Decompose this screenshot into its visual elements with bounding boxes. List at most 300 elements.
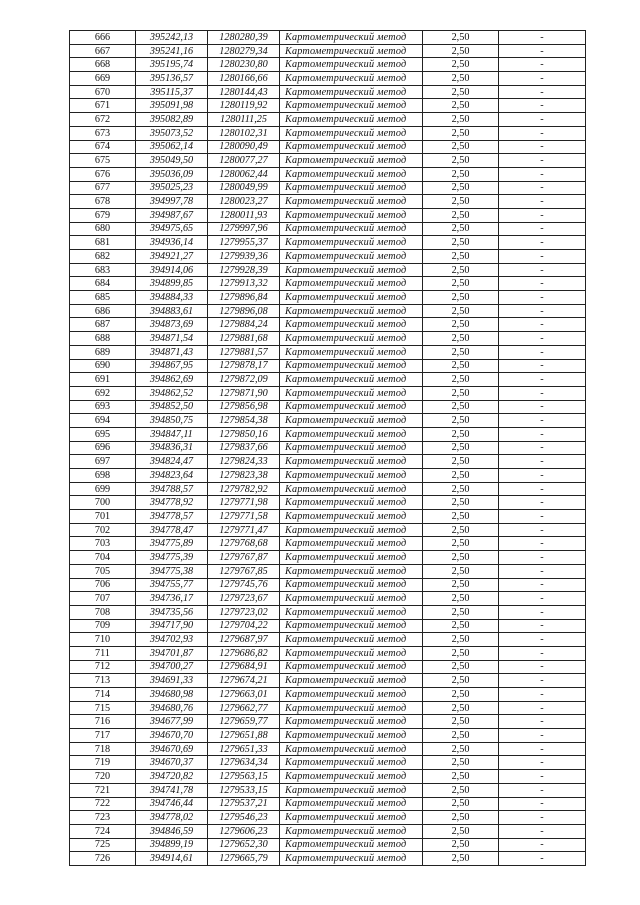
coordinate-x: 394741,78	[136, 783, 208, 797]
table-row	[70, 181, 586, 195]
table-row	[70, 359, 586, 373]
point-number: 696	[70, 441, 136, 455]
table-row	[70, 99, 586, 113]
accuracy-cell: 2,50	[423, 414, 499, 428]
accuracy-cell: 2,50	[423, 729, 499, 743]
note-cell: -	[499, 263, 586, 277]
note-cell: -	[499, 345, 586, 359]
point-number: 723	[70, 811, 136, 825]
method-cell: Картометрический метод	[280, 660, 423, 674]
coordinate-y: 1279651,88	[208, 729, 280, 743]
table-row	[70, 386, 586, 400]
table-row	[70, 441, 586, 455]
table-row	[70, 195, 586, 209]
coordinate-y: 1279881,57	[208, 345, 280, 359]
note-cell: -	[499, 715, 586, 729]
accuracy-cell: 2,50	[423, 250, 499, 264]
coordinate-y: 1279723,67	[208, 592, 280, 606]
note-cell: -	[499, 619, 586, 633]
coordinates-table	[69, 30, 586, 866]
coordinate-x: 394680,98	[136, 688, 208, 702]
method-cell: Картометрический метод	[280, 564, 423, 578]
accuracy-cell: 2,50	[423, 537, 499, 551]
table-row	[70, 715, 586, 729]
method-cell: Картометрический метод	[280, 688, 423, 702]
table-row	[70, 605, 586, 619]
note-cell: -	[499, 537, 586, 551]
method-cell: Картометрический метод	[280, 852, 423, 866]
note-cell: -	[499, 236, 586, 250]
coordinate-y: 1279997,96	[208, 222, 280, 236]
accuracy-cell: 2,50	[423, 564, 499, 578]
coordinate-y: 1279663,01	[208, 688, 280, 702]
method-cell: Картометрический метод	[280, 181, 423, 195]
point-number: 716	[70, 715, 136, 729]
accuracy-cell: 2,50	[423, 167, 499, 181]
accuracy-cell: 2,50	[423, 441, 499, 455]
note-cell: -	[499, 85, 586, 99]
note-cell: -	[499, 646, 586, 660]
table-row	[70, 482, 586, 496]
coordinate-x: 395091,98	[136, 99, 208, 113]
coordinate-y: 1279687,97	[208, 633, 280, 647]
coordinate-y: 1280090,49	[208, 140, 280, 154]
method-cell: Картометрический метод	[280, 99, 423, 113]
point-number: 666	[70, 31, 136, 45]
method-cell: Картометрический метод	[280, 729, 423, 743]
coordinate-x: 394717,90	[136, 619, 208, 633]
accuracy-cell: 2,50	[423, 756, 499, 770]
point-number: 680	[70, 222, 136, 236]
point-number: 679	[70, 208, 136, 222]
method-cell: Картометрический метод	[280, 510, 423, 524]
method-cell: Картометрический метод	[280, 373, 423, 387]
accuracy-cell: 2,50	[423, 373, 499, 387]
coordinate-x: 394788,57	[136, 482, 208, 496]
note-cell: -	[499, 729, 586, 743]
coordinate-y: 1279768,68	[208, 537, 280, 551]
table-row	[70, 455, 586, 469]
note-cell: -	[499, 523, 586, 537]
coordinate-y: 1279606,23	[208, 824, 280, 838]
point-number: 678	[70, 195, 136, 209]
coordinate-y: 1279856,98	[208, 400, 280, 414]
method-cell: Картометрический метод	[280, 701, 423, 715]
note-cell: -	[499, 304, 586, 318]
coordinate-x: 394778,02	[136, 811, 208, 825]
method-cell: Картометрический метод	[280, 400, 423, 414]
coordinate-y: 1280023,27	[208, 195, 280, 209]
point-number: 722	[70, 797, 136, 811]
accuracy-cell: 2,50	[423, 605, 499, 619]
note-cell: -	[499, 605, 586, 619]
method-cell: Картометрический метод	[280, 304, 423, 318]
point-number: 715	[70, 701, 136, 715]
table-row	[70, 414, 586, 428]
coordinate-y: 1279771,47	[208, 523, 280, 537]
point-number: 668	[70, 58, 136, 72]
accuracy-cell: 2,50	[423, 633, 499, 647]
coordinate-y: 1279850,16	[208, 427, 280, 441]
point-number: 685	[70, 291, 136, 305]
note-cell: -	[499, 783, 586, 797]
note-cell: -	[499, 208, 586, 222]
coordinate-x: 394871,54	[136, 332, 208, 346]
coordinate-y: 1280062,44	[208, 167, 280, 181]
coordinate-x: 395242,13	[136, 31, 208, 45]
coordinate-y: 1280166,66	[208, 72, 280, 86]
table-row	[70, 770, 586, 784]
note-cell: -	[499, 359, 586, 373]
coordinate-y: 1279537,21	[208, 797, 280, 811]
accuracy-cell: 2,50	[423, 783, 499, 797]
coordinate-y: 1279665,79	[208, 852, 280, 866]
point-number: 725	[70, 838, 136, 852]
note-cell: -	[499, 154, 586, 168]
coordinate-y: 1280077,27	[208, 154, 280, 168]
table-row	[70, 427, 586, 441]
table-row	[70, 263, 586, 277]
coordinate-x: 394736,17	[136, 592, 208, 606]
accuracy-cell: 2,50	[423, 85, 499, 99]
note-cell: -	[499, 469, 586, 483]
point-number: 683	[70, 263, 136, 277]
coordinate-y: 1279767,85	[208, 564, 280, 578]
coordinate-y: 1280119,92	[208, 99, 280, 113]
coordinate-x: 394677,99	[136, 715, 208, 729]
coordinate-y: 1279659,77	[208, 715, 280, 729]
method-cell: Картометрический метод	[280, 44, 423, 58]
coordinate-x: 394997,78	[136, 195, 208, 209]
method-cell: Картометрический метод	[280, 263, 423, 277]
note-cell: -	[499, 318, 586, 332]
table-row	[70, 729, 586, 743]
accuracy-cell: 2,50	[423, 236, 499, 250]
coordinate-y: 1279939,36	[208, 250, 280, 264]
table-row	[70, 646, 586, 660]
note-cell: -	[499, 126, 586, 140]
accuracy-cell: 2,50	[423, 838, 499, 852]
accuracy-cell: 2,50	[423, 140, 499, 154]
point-number: 692	[70, 386, 136, 400]
method-cell: Картометрический метод	[280, 441, 423, 455]
method-cell: Картометрический метод	[280, 633, 423, 647]
method-cell: Картометрический метод	[280, 592, 423, 606]
table-row	[70, 113, 586, 127]
coordinate-x: 394871,43	[136, 345, 208, 359]
note-cell: -	[499, 167, 586, 181]
point-number: 676	[70, 167, 136, 181]
method-cell: Картометрический метод	[280, 646, 423, 660]
accuracy-cell: 2,50	[423, 701, 499, 715]
table-row	[70, 578, 586, 592]
table-row	[70, 496, 586, 510]
accuracy-cell: 2,50	[423, 113, 499, 127]
coordinate-x: 394735,56	[136, 605, 208, 619]
accuracy-cell: 2,50	[423, 208, 499, 222]
coordinate-x: 394914,06	[136, 263, 208, 277]
method-cell: Картометрический метод	[280, 551, 423, 565]
note-cell: -	[499, 592, 586, 606]
coordinate-y: 1279704,22	[208, 619, 280, 633]
method-cell: Картометрический метод	[280, 85, 423, 99]
table-row	[70, 373, 586, 387]
coordinate-x: 394850,75	[136, 414, 208, 428]
note-cell: -	[499, 72, 586, 86]
point-number: 726	[70, 852, 136, 866]
coordinate-x: 394824,47	[136, 455, 208, 469]
coordinate-x: 395062,14	[136, 140, 208, 154]
table-row	[70, 592, 586, 606]
accuracy-cell: 2,50	[423, 304, 499, 318]
table-row	[70, 72, 586, 86]
accuracy-cell: 2,50	[423, 427, 499, 441]
note-cell: -	[499, 332, 586, 346]
note-cell: -	[499, 113, 586, 127]
coordinate-x: 394775,39	[136, 551, 208, 565]
method-cell: Картометрический метод	[280, 291, 423, 305]
coordinate-y: 1279634,34	[208, 756, 280, 770]
method-cell: Картометрический метод	[280, 742, 423, 756]
coordinate-x: 395049,50	[136, 154, 208, 168]
method-cell: Картометрический метод	[280, 783, 423, 797]
point-number: 688	[70, 332, 136, 346]
method-cell: Картометрический метод	[280, 72, 423, 86]
coordinate-y: 1279872,09	[208, 373, 280, 387]
coordinate-x: 394775,38	[136, 564, 208, 578]
table-row	[70, 58, 586, 72]
coordinate-x: 394987,67	[136, 208, 208, 222]
coordinate-x: 394884,33	[136, 291, 208, 305]
accuracy-cell: 2,50	[423, 291, 499, 305]
table-row	[70, 85, 586, 99]
accuracy-cell: 2,50	[423, 181, 499, 195]
accuracy-cell: 2,50	[423, 400, 499, 414]
accuracy-cell: 2,50	[423, 386, 499, 400]
coordinate-y: 1280230,80	[208, 58, 280, 72]
coordinate-x: 394701,87	[136, 646, 208, 660]
table-row	[70, 304, 586, 318]
coordinate-x: 395082,89	[136, 113, 208, 127]
coordinate-y: 1279837,66	[208, 441, 280, 455]
coordinate-x: 395195,74	[136, 58, 208, 72]
accuracy-cell: 2,50	[423, 44, 499, 58]
accuracy-cell: 2,50	[423, 674, 499, 688]
method-cell: Картометрический метод	[280, 537, 423, 551]
table-row	[70, 619, 586, 633]
method-cell: Картометрический метод	[280, 770, 423, 784]
coordinate-x: 394670,69	[136, 742, 208, 756]
table-row	[70, 852, 586, 866]
table-row	[70, 633, 586, 647]
coordinate-x: 394867,95	[136, 359, 208, 373]
table-row	[70, 838, 586, 852]
accuracy-cell: 2,50	[423, 660, 499, 674]
coordinate-y: 1279955,37	[208, 236, 280, 250]
method-cell: Картометрический метод	[280, 154, 423, 168]
method-cell: Картометрический метод	[280, 58, 423, 72]
method-cell: Картометрический метод	[280, 31, 423, 45]
accuracy-cell: 2,50	[423, 195, 499, 209]
coordinate-x: 394873,69	[136, 318, 208, 332]
accuracy-cell: 2,50	[423, 688, 499, 702]
table-row	[70, 400, 586, 414]
coordinate-y: 1280279,34	[208, 44, 280, 58]
point-number: 698	[70, 469, 136, 483]
note-cell: -	[499, 578, 586, 592]
table-row	[70, 688, 586, 702]
accuracy-cell: 2,50	[423, 770, 499, 784]
point-number: 721	[70, 783, 136, 797]
note-cell: -	[499, 31, 586, 45]
coordinate-x: 394914,61	[136, 852, 208, 866]
point-number: 689	[70, 345, 136, 359]
note-cell: -	[499, 181, 586, 195]
method-cell: Картометрический метод	[280, 236, 423, 250]
table-row	[70, 523, 586, 537]
coordinate-y: 1280049,99	[208, 181, 280, 195]
point-number: 684	[70, 277, 136, 291]
table-row	[70, 674, 586, 688]
method-cell: Картометрический метод	[280, 126, 423, 140]
accuracy-cell: 2,50	[423, 222, 499, 236]
table-row	[70, 551, 586, 565]
method-cell: Картометрический метод	[280, 318, 423, 332]
method-cell: Картометрический метод	[280, 222, 423, 236]
table-row	[70, 222, 586, 236]
note-cell: -	[499, 701, 586, 715]
accuracy-cell: 2,50	[423, 592, 499, 606]
note-cell: -	[499, 564, 586, 578]
coordinate-x: 394836,31	[136, 441, 208, 455]
coordinate-x: 394847,11	[136, 427, 208, 441]
accuracy-cell: 2,50	[423, 824, 499, 838]
table-row	[70, 250, 586, 264]
point-number: 686	[70, 304, 136, 318]
coordinate-x: 394778,92	[136, 496, 208, 510]
coordinate-y: 1280144,43	[208, 85, 280, 99]
accuracy-cell: 2,50	[423, 359, 499, 373]
accuracy-cell: 2,50	[423, 277, 499, 291]
table-row	[70, 783, 586, 797]
document-page	[69, 30, 585, 866]
coordinate-y: 1279684,91	[208, 660, 280, 674]
method-cell: Картометрический метод	[280, 277, 423, 291]
note-cell: -	[499, 222, 586, 236]
coordinate-x: 394883,61	[136, 304, 208, 318]
table-row	[70, 537, 586, 551]
method-cell: Картометрический метод	[280, 167, 423, 181]
coordinate-x: 394755,77	[136, 578, 208, 592]
note-cell: -	[499, 756, 586, 770]
table-row	[70, 44, 586, 58]
point-number: 700	[70, 496, 136, 510]
coordinate-y: 1279881,68	[208, 332, 280, 346]
method-cell: Картометрический метод	[280, 523, 423, 537]
table-row	[70, 291, 586, 305]
coordinate-y: 1279767,87	[208, 551, 280, 565]
coordinate-x: 394823,64	[136, 469, 208, 483]
note-cell: -	[499, 551, 586, 565]
note-cell: -	[499, 496, 586, 510]
accuracy-cell: 2,50	[423, 482, 499, 496]
point-number: 706	[70, 578, 136, 592]
accuracy-cell: 2,50	[423, 126, 499, 140]
point-number: 690	[70, 359, 136, 373]
table-row	[70, 510, 586, 524]
table-row	[70, 332, 586, 346]
point-number: 687	[70, 318, 136, 332]
coordinate-y: 1279723,02	[208, 605, 280, 619]
accuracy-cell: 2,50	[423, 154, 499, 168]
point-number: 704	[70, 551, 136, 565]
method-cell: Картометрический метод	[280, 455, 423, 469]
table-row	[70, 345, 586, 359]
accuracy-cell: 2,50	[423, 455, 499, 469]
method-cell: Картометрический метод	[280, 496, 423, 510]
table-row	[70, 318, 586, 332]
coordinate-x: 395036,09	[136, 167, 208, 181]
point-number: 708	[70, 605, 136, 619]
point-number: 702	[70, 523, 136, 537]
point-number: 674	[70, 140, 136, 154]
table-row	[70, 154, 586, 168]
coordinate-y: 1280011,93	[208, 208, 280, 222]
coordinates-table-body	[70, 31, 586, 866]
note-cell: -	[499, 455, 586, 469]
table-row	[70, 742, 586, 756]
method-cell: Картометрический метод	[280, 811, 423, 825]
coordinate-y: 1279871,90	[208, 386, 280, 400]
point-number: 699	[70, 482, 136, 496]
coordinate-y: 1279533,15	[208, 783, 280, 797]
coordinate-y: 1279771,58	[208, 510, 280, 524]
coordinate-y: 1279884,24	[208, 318, 280, 332]
coordinate-x: 394862,52	[136, 386, 208, 400]
note-cell: -	[499, 427, 586, 441]
coordinate-x: 394670,70	[136, 729, 208, 743]
note-cell: -	[499, 633, 586, 647]
method-cell: Картометрический метод	[280, 674, 423, 688]
note-cell: -	[499, 482, 586, 496]
note-cell: -	[499, 852, 586, 866]
method-cell: Картометрический метод	[280, 578, 423, 592]
point-number: 681	[70, 236, 136, 250]
accuracy-cell: 2,50	[423, 31, 499, 45]
accuracy-cell: 2,50	[423, 852, 499, 866]
method-cell: Картометрический метод	[280, 195, 423, 209]
coordinate-x: 394775,89	[136, 537, 208, 551]
note-cell: -	[499, 742, 586, 756]
note-cell: -	[499, 770, 586, 784]
table-row	[70, 126, 586, 140]
coordinate-y: 1279782,92	[208, 482, 280, 496]
accuracy-cell: 2,50	[423, 551, 499, 565]
method-cell: Картометрический метод	[280, 345, 423, 359]
point-number: 703	[70, 537, 136, 551]
coordinate-x: 394899,85	[136, 277, 208, 291]
coordinate-x: 395241,16	[136, 44, 208, 58]
coordinate-y: 1280280,39	[208, 31, 280, 45]
note-cell: -	[499, 140, 586, 154]
method-cell: Картометрический метод	[280, 386, 423, 400]
method-cell: Картометрический метод	[280, 427, 423, 441]
note-cell: -	[499, 510, 586, 524]
coordinate-x: 394746,44	[136, 797, 208, 811]
coordinate-x: 394702,93	[136, 633, 208, 647]
coordinate-y: 1279913,32	[208, 277, 280, 291]
table-row	[70, 277, 586, 291]
